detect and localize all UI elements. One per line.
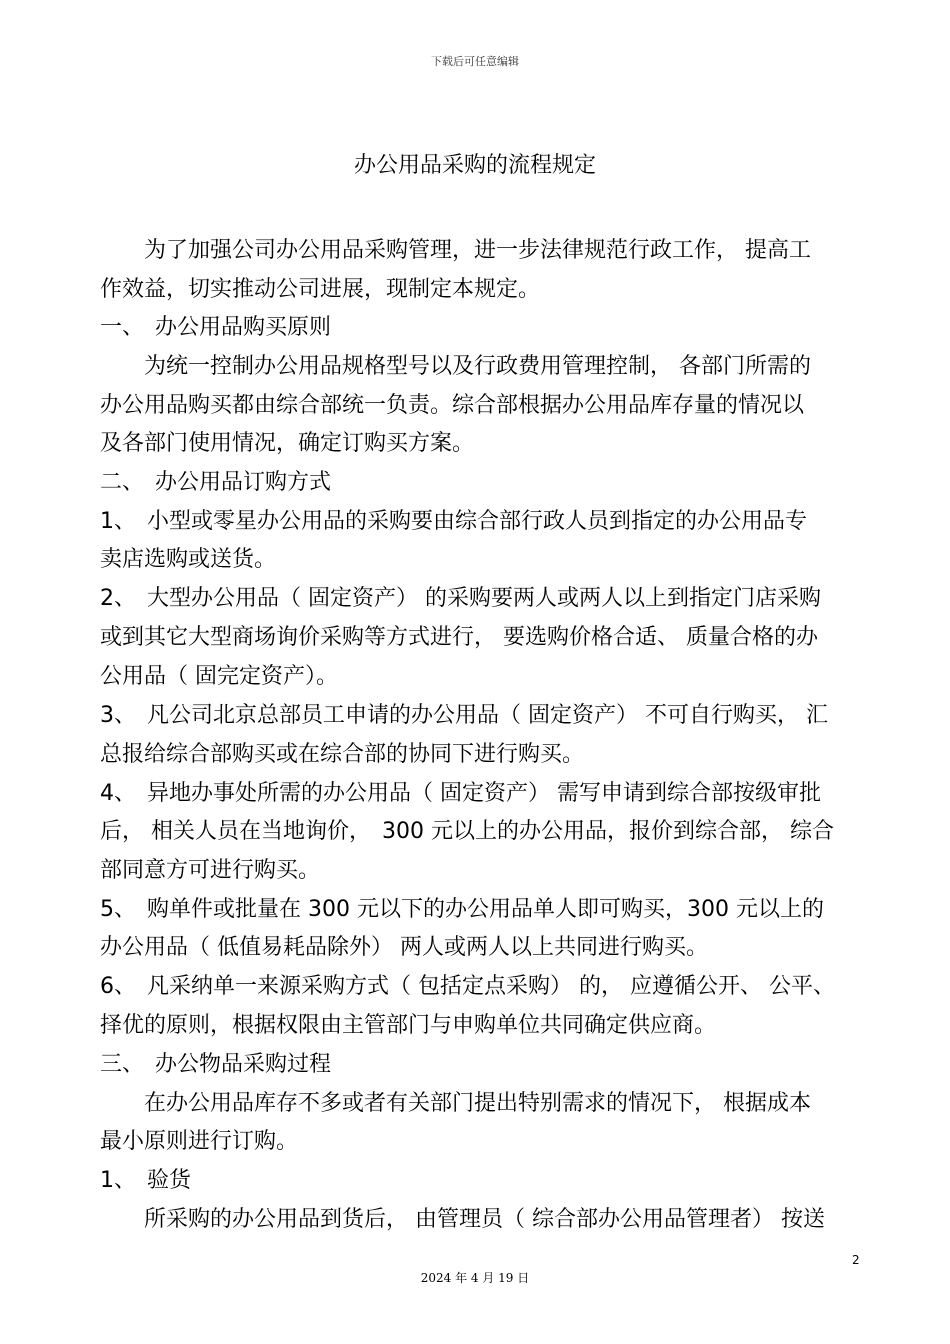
body-line: 办公用品购买都由综合部统一负责。综合部根据办公用品库存量的情况以 xyxy=(100,393,805,418)
body-line: 6、 凡采纳单一来源采购方式（ 包括定点采购） 的， 应遵循公开、 公平、 xyxy=(100,974,835,999)
document-title: 办公用品采购的流程规定 xyxy=(353,153,596,178)
body-line: 及各部门使用情况，确定订购买方案。 xyxy=(100,431,475,456)
page-number: 2 xyxy=(852,1253,860,1267)
body-line: 作效益，切实推动公司进展，现制定本规定。 xyxy=(100,277,541,302)
body-line: 或到其它大型商场询价采购等方式进行， 要选购价格合适、 质量合格的办 xyxy=(100,625,818,650)
body-line: 3、 凡公司北京总部员工申请的办公用品（ 固定资产） 不可自行购买， 汇 xyxy=(100,703,828,728)
body-line: 为统一控制办公用品规格型号以及行政费用管理控制， 各部门所需的 xyxy=(100,354,811,379)
body-line: 最小原则进行订购。 xyxy=(100,1129,299,1154)
body-line: 1、 小型或零星办公用品的采购要由综合部行政人员到指定的办公用品专 xyxy=(100,509,807,534)
body-line: 二、 办公用品订购方式 xyxy=(100,470,332,495)
footer-date: 2024 年 4 月 19 日 xyxy=(420,1271,530,1285)
page-header: 下载后可任意编辑 xyxy=(431,55,519,68)
body-line: 择优的原则，根据权限由主管部门与申购单位共同确定供应商。 xyxy=(100,1013,717,1038)
body-line: 在办公用品库存不多或者有关部门提出特别需求的情况下， 根据成本 xyxy=(100,1091,811,1116)
body-line: 办公用品（ 低值易耗品除外） 两人或两人以上共同进行购买。 xyxy=(100,935,708,960)
body-line: 后， 相关人员在当地询价， 300 元以上的办公用品，报价到综合部， 综合 xyxy=(100,819,834,844)
body-line: 卖店选购或送货。 xyxy=(100,547,277,572)
body-line: 三、 办公物品采购过程 xyxy=(100,1052,332,1077)
body-line: 5、 购单件或批量在 300 元以下的办公用品单人即可购买，300 元以上的 xyxy=(100,897,824,922)
body-line: 公用品（ 固完定资产）。 xyxy=(100,664,338,689)
body-line: 总报给综合部购买或在综合部的协同下进行购买。 xyxy=(100,742,585,767)
body-line: 所采购的办公用品到货后， 由管理员（ 综合部办公用品管理者） 按送 xyxy=(100,1207,825,1232)
body-line: 为了加强公司办公用品采购管理，进一步法律规范行政工作， 提高工 xyxy=(100,238,811,263)
body-line: 4、 异地办事处所需的办公用品（ 固定资产） 需写申请到综合部按级审批 xyxy=(100,781,821,806)
body-line: 1、 验货 xyxy=(100,1168,191,1193)
body-line: 2、 大型办公用品（ 固定资产） 的采购要两人或两人以上到指定门店采购 xyxy=(100,586,821,611)
body-line: 部同意方可进行购买。 xyxy=(100,858,321,883)
body-line: 一、 办公用品购买原则 xyxy=(100,315,332,340)
